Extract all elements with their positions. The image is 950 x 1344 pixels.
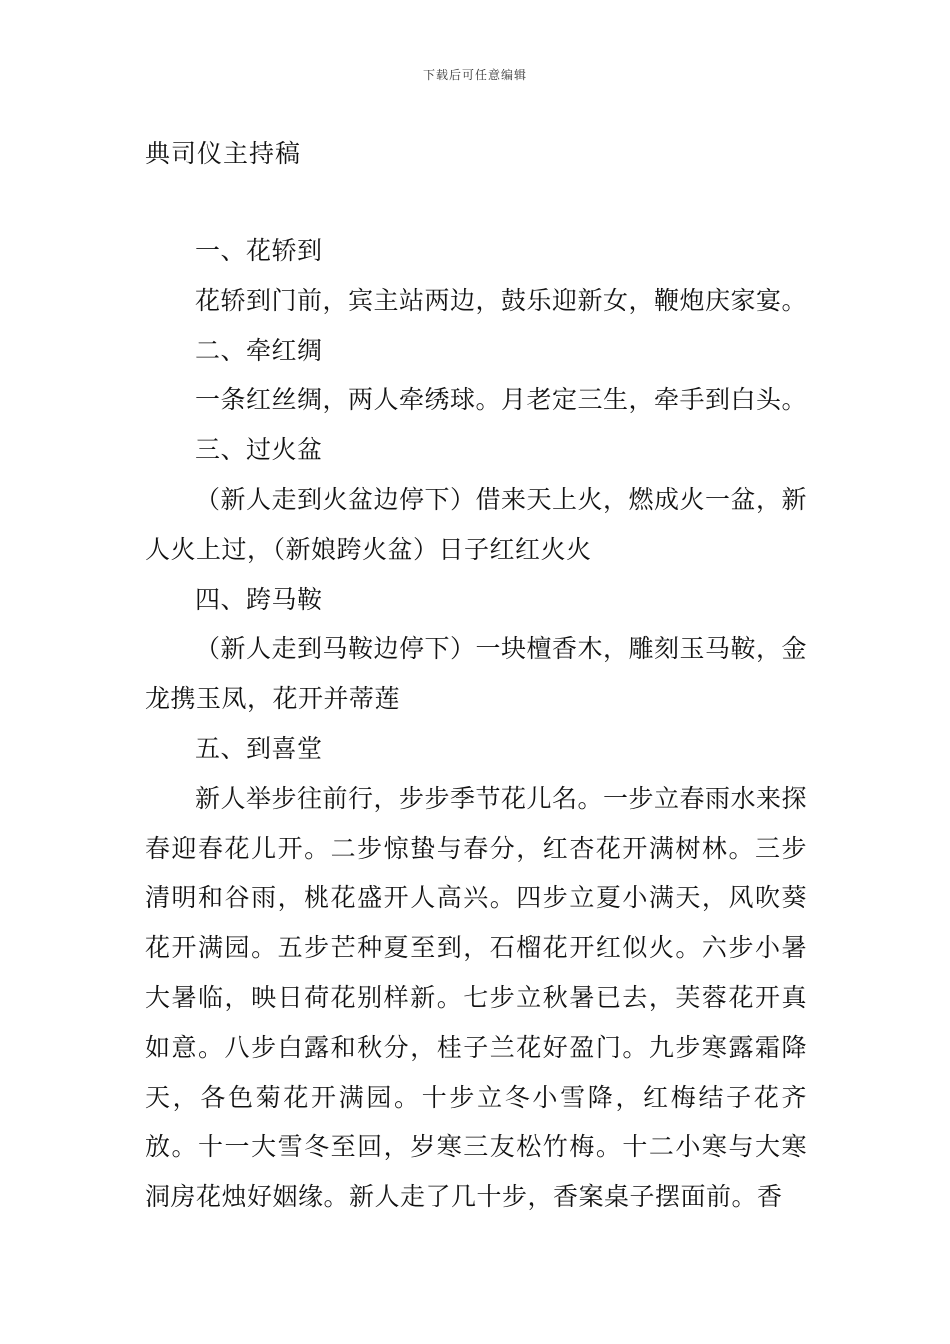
- section-heading-5: 五、到喜堂: [195, 733, 323, 763]
- paragraph-2: 一条红丝绸，两人牵绣球。月老定三生，牵手到白头。: [195, 385, 808, 415]
- paragraph-3: （新人走到火盆边停下）借来天上火，燃成火一盆，新人火上过，（新娘跨火盆）日子红红火火: [145, 484, 808, 564]
- section-heading-2: 二、牵红绸: [195, 335, 323, 365]
- section-heading-4: 四、跨马鞍: [195, 584, 323, 614]
- page-header-note: 下载后可任意编辑: [422, 68, 527, 82]
- paragraph-1: 花轿到门前，宾主站两边，鼓乐迎新女，鞭炮庆家宴。: [195, 285, 808, 315]
- document-title: 典司仪主持稿: [145, 139, 302, 168]
- section-heading-3: 三、过火盆: [195, 435, 323, 465]
- section-heading-1: 一、花轿到: [195, 236, 323, 265]
- paragraph-5: 新人举步往前行，步步季节花儿名。一步立春雨水来探春迎春花儿开。二步惊蛰与春分，红杏花开满树林。三步清明和谷雨，桃花盛开人高兴。四步立夏小满天，风吹葵花开满园。五步芒种夏至到，石榴花开红似火。六步小暑大暑临，映日荷花别样新。七步立秋暑已去，芙蓉花开真如意。八步白露和秋分，桂子兰花好盈门。九步寒露霜降天，各色菊花开满园。十步立冬小雪降，红梅结子花齐放。十一大雪冬至回，岁寒三友松竹梅。十二小寒与大寒洞房花烛好姻缘。新人走了几十步，香案桌子摆面前。香: [145, 783, 808, 1212]
- paragraph-4: （新人走到马鞍边停下）一块檀香木，雕刻玉马鞍，金龙携玉凤，花开并蒂莲: [145, 634, 808, 714]
- document-body: [145, 226, 807, 1222]
